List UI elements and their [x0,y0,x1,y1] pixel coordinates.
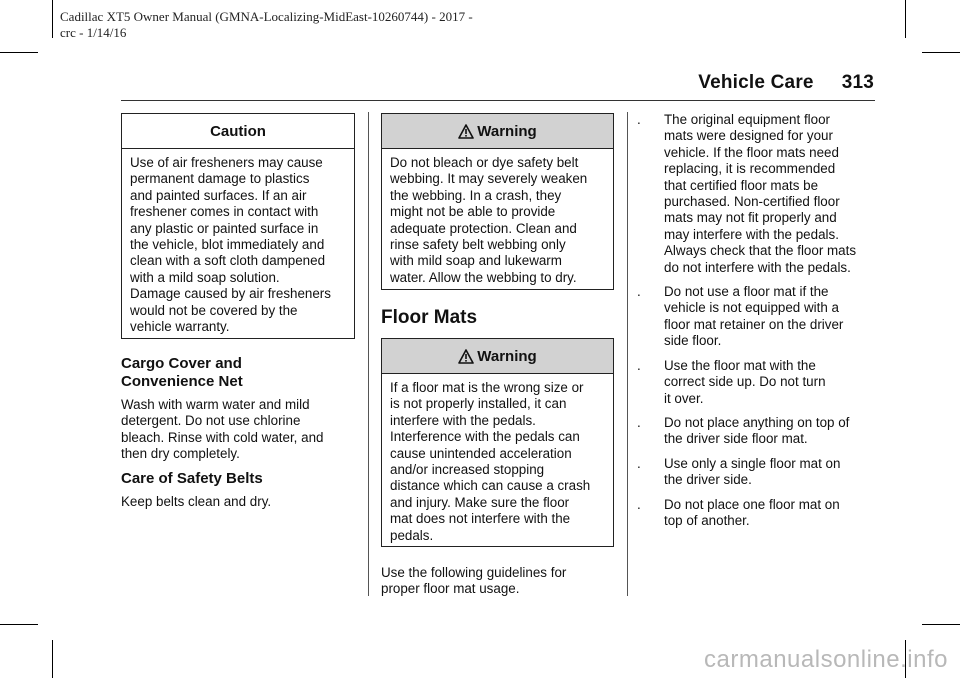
text-line: bleach. Rinse with cold water, and [121,429,324,445]
text-line: Do not bleach or dye safety belt [390,155,579,170]
text-line: vehicle is not equipped with a [664,300,839,316]
text-line: permanent damage to plastics [130,171,310,187]
text-line: Keep belts clean and dry. [121,494,272,509]
text-line: it over. [664,390,704,406]
crop-mark [922,624,960,625]
crop-mark [905,0,906,38]
text-line: Do not place one floor mat on [664,496,840,512]
text-line: side floor. [664,333,722,349]
text-line: Use only a single floor mat on [664,455,841,471]
crop-mark [0,52,38,53]
warning-title-bar [382,114,613,149]
text-line: mats may not fit properly and [664,210,837,226]
page-header [698,72,874,94]
text-line: with mild soap and lukewarm [390,253,562,269]
header-rule [121,100,875,101]
meta-line: Cadillac XT5 Owner Manual (GMNA-Localizing-MidEast-10260744) - 2017 - [60,9,473,24]
text-line: Interference with the pedals can [390,429,580,445]
text-line: top of another. [664,512,750,528]
caution-box [121,113,355,339]
list-item [637,415,877,448]
crop-mark [52,0,53,38]
text-line: replacing, it is recommended [664,161,836,177]
floor-mats-guidelines-text [381,565,566,598]
text-line: Use of air fresheners may cause [130,155,323,170]
text-line: If a floor mat is the wrong size or [390,380,584,395]
bullet-marker: . [637,284,641,300]
belts-heading [121,470,263,488]
text-line: webbing. It may severely weaken [390,171,588,187]
text-line: clean with a soft cloth dampened [130,253,326,269]
text-line: any plastic or painted surface in [130,220,319,236]
text-line: and injury. Make sure the floor [390,494,570,510]
meta-line: crc - 1/14/16 [60,25,127,40]
warning-box-floor-mats [381,338,614,547]
list-item [637,358,877,407]
text-line: vehicle. If the floor mats need [664,144,839,160]
text-line: proper floor mat usage. [381,581,520,597]
text-line: do not interfere with the pedals. [664,259,851,275]
text-line: may interfere with the pedals. [664,226,839,242]
text-line: cause unintended acceleration [390,445,572,461]
bullet-text [664,497,840,530]
warning-title-bar [382,339,613,374]
text-line: the vehicle, blot immediately and [130,237,325,253]
text-line: floor mat retainer on the driver [664,316,844,332]
text-line: that certified floor mats be [664,177,819,193]
text-line: the webbing. In a crash, they [390,187,562,203]
text-line: Do not place anything on top of [664,414,850,430]
text-line: the driver side. [664,472,752,488]
text-line: vehicle warranty. [130,319,230,335]
heading-line: Convenience Net [121,373,243,390]
caution-title: Caution [122,114,354,149]
text-line: water. Allow the webbing to dry. [390,269,577,285]
text-line: mat does not interfere with the [390,511,571,527]
text-line: Use the following guidelines for [381,565,567,580]
list-item [637,497,877,530]
column-divider [368,112,369,596]
text-line: freshener comes in contact with [130,204,319,220]
heading-line: Care of Safety Belts [121,470,263,487]
text-line: purchased. Non-certified floor [664,194,840,210]
warning-text [382,374,613,551]
bullet-text [664,415,849,448]
text-line: and/or increased stopping [390,462,545,478]
bullet-text [664,112,856,276]
text-line: rinse safety belt webbing only [390,237,566,253]
list-item [637,284,877,350]
warning-title: Warning [477,122,537,140]
caution-text [122,149,354,342]
cargo-text [121,397,323,463]
text-line: Use the floor mat with the [664,357,816,373]
text-line: with a mild soap solution. [130,269,280,285]
crop-mark [0,624,38,625]
text-line: mats were designed for your [664,128,833,144]
text-line: detergent. Do not use chlorine [121,413,301,429]
belts-text [121,494,271,510]
text-line: is not properly installed, it can [390,396,567,412]
bullet-text [664,284,843,350]
bullet-text [664,456,840,489]
warning-triangle-icon [458,124,474,139]
text-line: the driver side floor mat. [664,431,808,447]
text-line: would not be covered by the [130,302,298,318]
bullet-text [664,358,826,407]
text-line: The original equipment floor [664,112,830,127]
column-divider [627,112,628,596]
watermark: carmanualsonline.info [704,646,948,673]
text-line: Always check that the floor mats [664,243,857,259]
text-line: correct side up. Do not turn [664,374,826,390]
bullet-marker: . [637,496,641,512]
floor-mat-guidelines-list [637,112,877,537]
bullet-marker: . [637,112,641,127]
text-line: then dry completely. [121,446,240,462]
bullet-marker: . [637,455,641,471]
page-number: 313 [841,72,874,93]
heading-line: Cargo Cover and [121,355,242,372]
text-line: interfere with the pedals. [390,412,536,428]
warning-box-belts [381,113,614,290]
floor-mats-heading: Floor Mats [381,307,478,328]
text-line: distance which can cause a crash [390,478,591,494]
warning-title: Warning [477,347,537,365]
crop-mark [922,52,960,53]
list-item [637,456,877,489]
crop-mark [52,640,53,678]
bullet-marker: . [637,357,641,373]
text-line: adequate protection. Clean and [390,220,577,236]
section-title: Vehicle Care [698,72,814,93]
warning-text [382,149,613,293]
text-line: might not be able to provide [390,204,556,220]
warning-triangle-icon [458,349,474,364]
text-line: Wash with warm water and mild [121,397,310,412]
text-line: Do not use a floor mat if the [664,284,829,300]
list-item [637,112,877,276]
cargo-heading [121,355,243,391]
document-meta [60,9,473,41]
text-line: and painted surfaces. If an air [130,187,307,203]
bullet-marker: . [637,414,641,430]
text-line: Damage caused by air fresheners [130,286,331,302]
text-line: pedals. [390,527,434,543]
